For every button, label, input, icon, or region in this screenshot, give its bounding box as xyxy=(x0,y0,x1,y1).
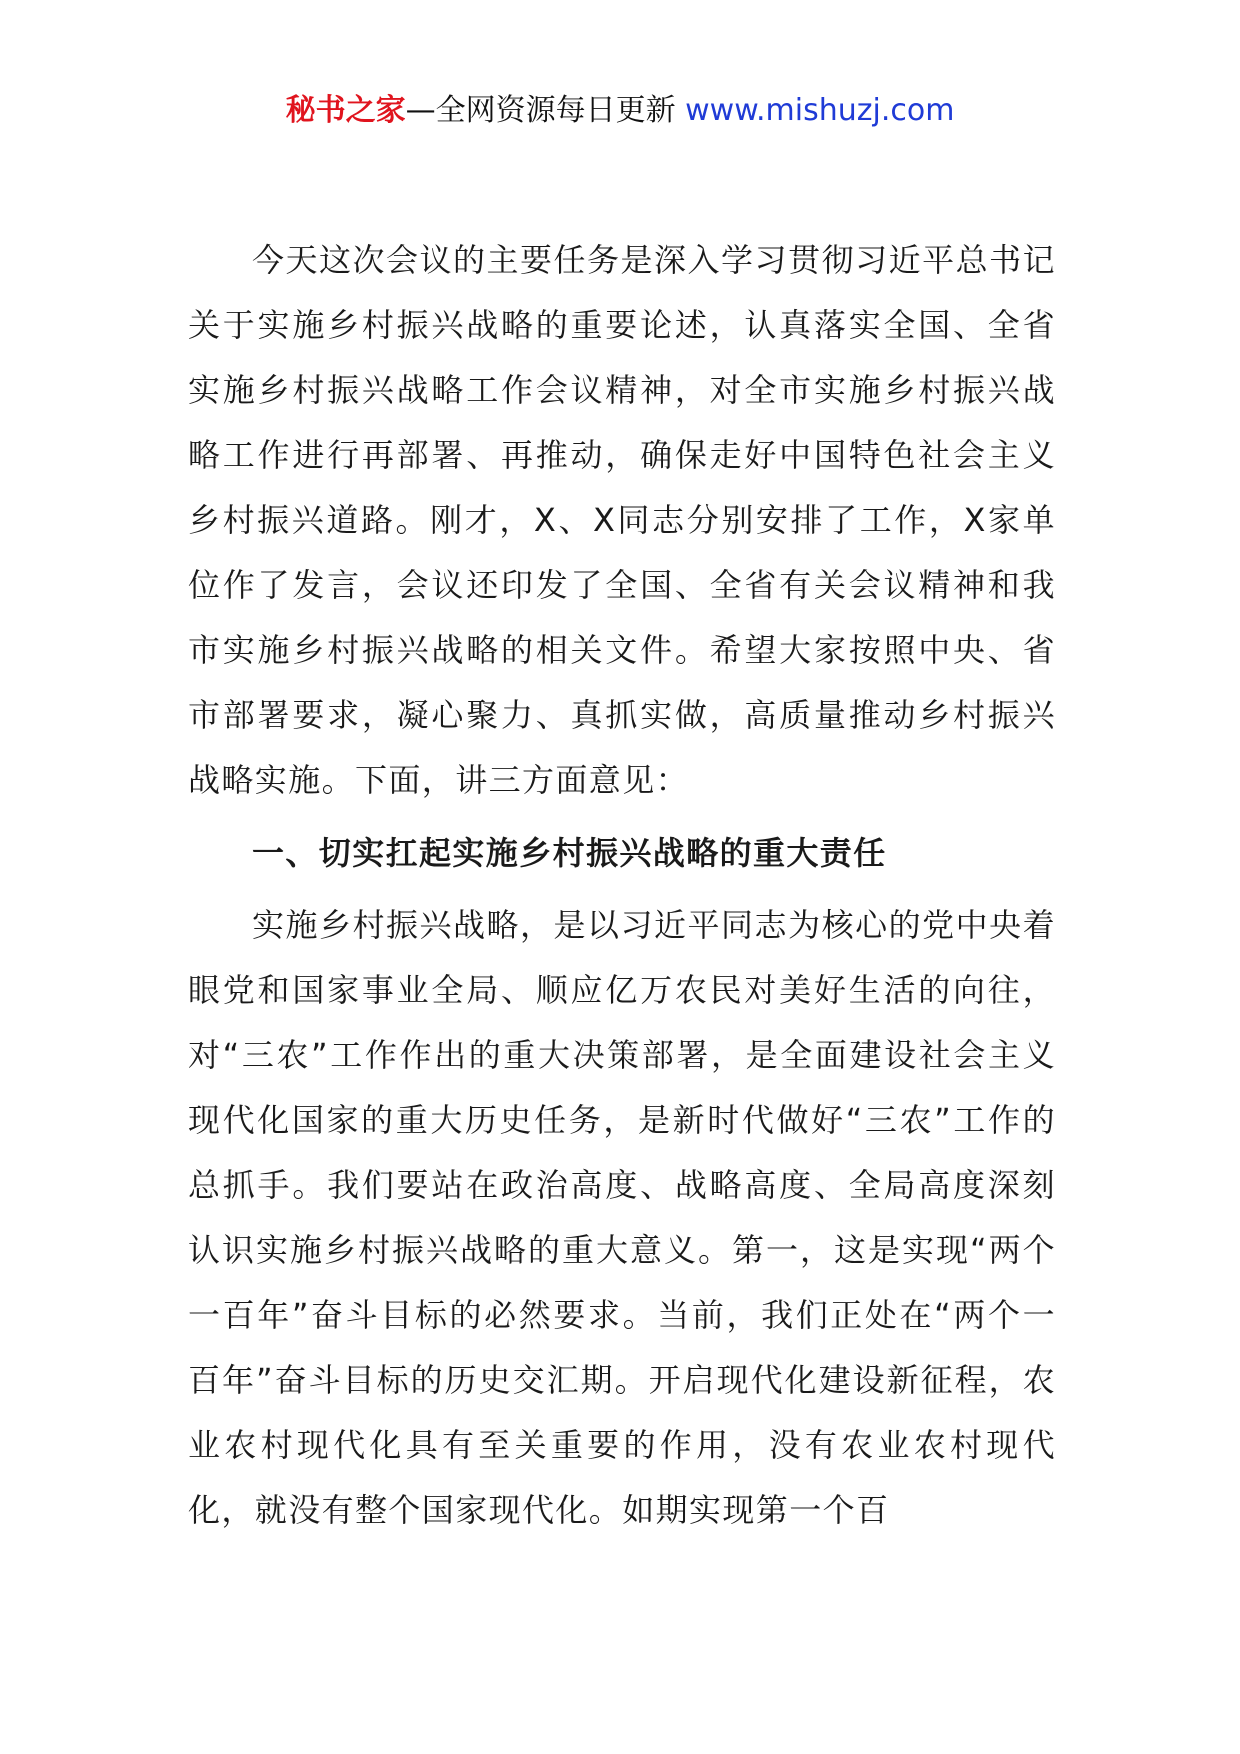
site-url-link[interactable]: www.mishuzj.com xyxy=(685,93,955,128)
site-brand: 秘书之家 xyxy=(285,93,406,128)
intro-paragraph: 今天这次会议的主要任务是深入学习贯彻习近平总书记关于实施乡村振兴战略的重要论述，认真落实全国、全省实施乡村振兴战略工作会议精神，对全市实施乡村振兴战略工作进行再部署、再推动，确保走好中国特色社会主义乡村振兴道路。刚才，X、X同志分别安排了工作，X家单位作了发言，会议还印发了全国、全省有关会议精神和我市实施乡村振兴战略的相关文件。希望大家按照中央、省市部署要求，凝心聚力、真抓实做，高质量推动乡村振兴战略实施。下面，讲三方面意见： xyxy=(188,241,1056,799)
site-tagline: —全网资源每日更新 xyxy=(405,93,676,128)
document-body xyxy=(188,228,1056,1543)
section-heading: 一、切实扛起实施乡村振兴战略的重大责任 xyxy=(252,834,887,872)
site-header xyxy=(0,86,1240,136)
section-paragraph: 实施乡村振兴战略，是以习近平同志为核心的党中央着眼党和国家事业全局、顺应亿万农民对美好生活的向往，对“三农”工作作出的重大决策部署，是全面建设社会主义现代化国家的重大历史任务，是新时代做好“三农”工作的总抓手。我们要站在政治高度、战略高度、全局高度深刻认识实施乡村振兴战略的重大意义。第一，这是实现“两个一百年”奋斗目标的必然要求。当前，我们正处在“两个一百年”奋斗目标的历史交汇期。开启现代化建设新征程，农业农村现代化具有至关重要的作用，没有农业农村现代化，就没有整个国家现代化。如期实现第一个百 xyxy=(188,906,1056,1529)
